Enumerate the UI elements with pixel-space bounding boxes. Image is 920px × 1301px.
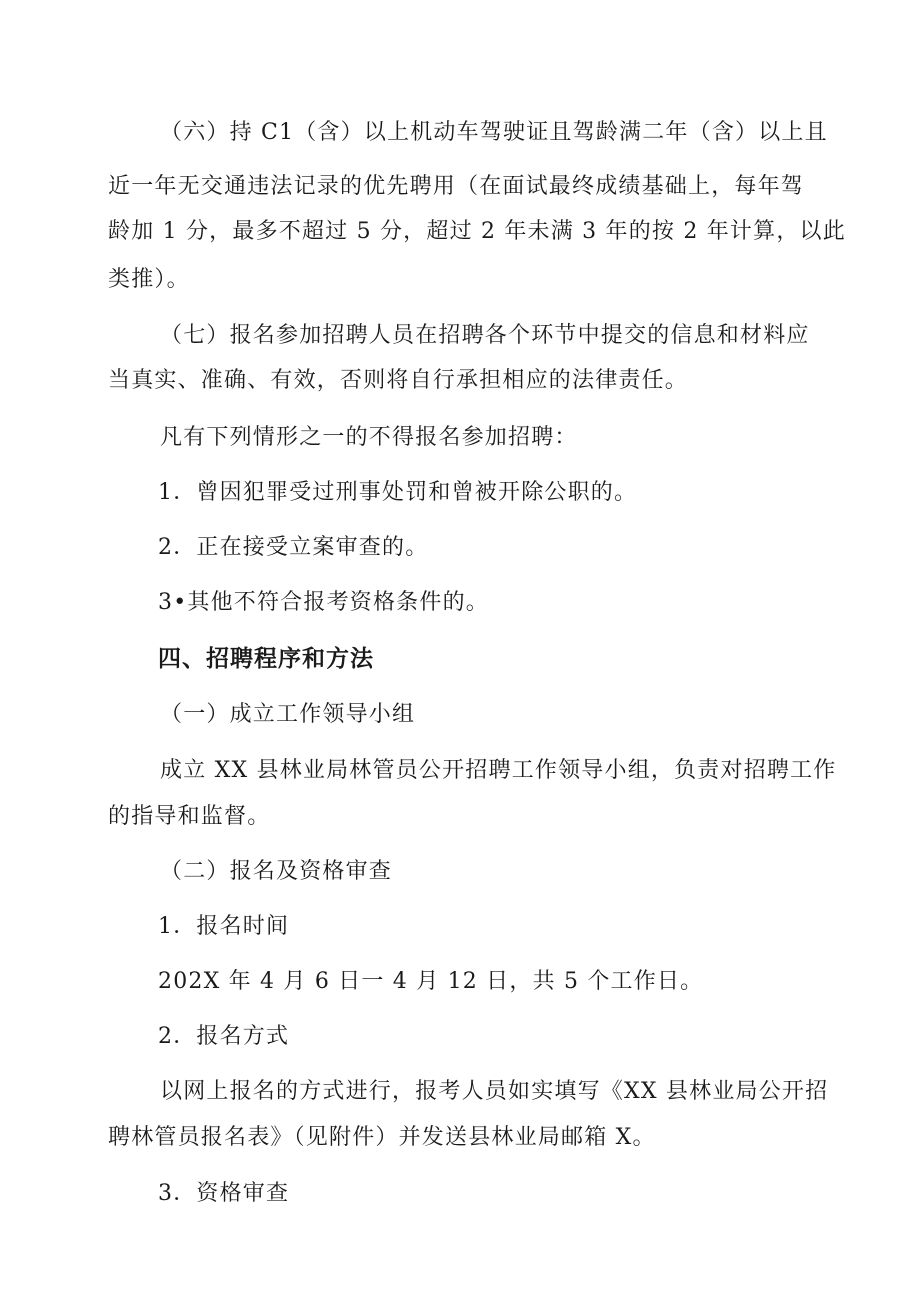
text-line: [0, 321, 920, 351]
text-line: [0, 366, 920, 396]
heading-text: 四、招聘程序和方法: [158, 646, 374, 672]
text-line: [0, 217, 920, 247]
line-text: （二）报名及资格审查: [160, 859, 393, 884]
text-line: [0, 118, 920, 148]
line-text: 1．报名时间: [158, 914, 290, 939]
list-item: [0, 478, 920, 508]
line-text: 成立 XX 县林业局林管员公开招聘工作领导小组，负责对招聘工作: [160, 758, 837, 783]
line-text: 2．报名方式: [158, 1024, 290, 1049]
line-text: 3．资格审查: [158, 1181, 290, 1206]
text-line: [0, 756, 920, 786]
text-line: [0, 172, 920, 202]
text-line: [0, 423, 920, 453]
line-text: 2．正在接受立案审查的。: [158, 535, 429, 560]
text-line: [0, 1123, 920, 1153]
list-item: [0, 1179, 920, 1209]
line-text: 202X 年 4 月 6 日一 4 月 12 日，共 5 个工作日。: [158, 969, 704, 994]
line-text: 以网上报名的方式进行，报考人员如实填写《XX 县林业局公开招: [160, 1079, 829, 1104]
line-text: 龄加 1 分，最多不超过 5 分，超过 2 年未满 3 年的按 2 年计算，以此: [108, 219, 846, 244]
line-text: 的指导和监督。: [108, 804, 271, 829]
line-text: 类推）。: [108, 267, 190, 292]
list-item: [0, 1022, 920, 1052]
text-line: [0, 1077, 920, 1107]
section-heading: [0, 644, 920, 674]
text-line: [0, 265, 920, 295]
list-item: [0, 912, 920, 942]
text-line: [0, 967, 920, 997]
line-text: 3•其他不符合报考资格条件的。: [158, 590, 489, 615]
list-item: [0, 533, 920, 563]
line-text: （一）成立工作领导小组: [160, 702, 416, 727]
line-text: 凡有下列情形之一的不得报名参加招聘：: [160, 425, 578, 450]
text-line: [0, 802, 920, 832]
line-text: 近一年无交通违法记录的优先聘用（在面试最终成绩基础上，每年驾: [108, 174, 805, 199]
subsection-heading: [0, 857, 920, 887]
line-text: （七）报名参加招聘人员在招聘各个环节中提交的信息和材料应: [160, 323, 810, 348]
line-text: 当真实、准确、有效，否则将自行承担相应的法律责任。: [108, 368, 689, 393]
list-item: [0, 588, 920, 618]
subsection-heading: [0, 700, 920, 730]
line-text: （六）持 C1（含）以上机动车驾驶证且驾龄满二年（含）以上且: [160, 120, 828, 145]
line-text: 聘林管员报名表》（见附件）并发送县林业局邮箱 X。: [108, 1125, 656, 1150]
line-text: 1．曾因犯罪受过刑事处罚和曾被开除公职的。: [158, 480, 638, 505]
